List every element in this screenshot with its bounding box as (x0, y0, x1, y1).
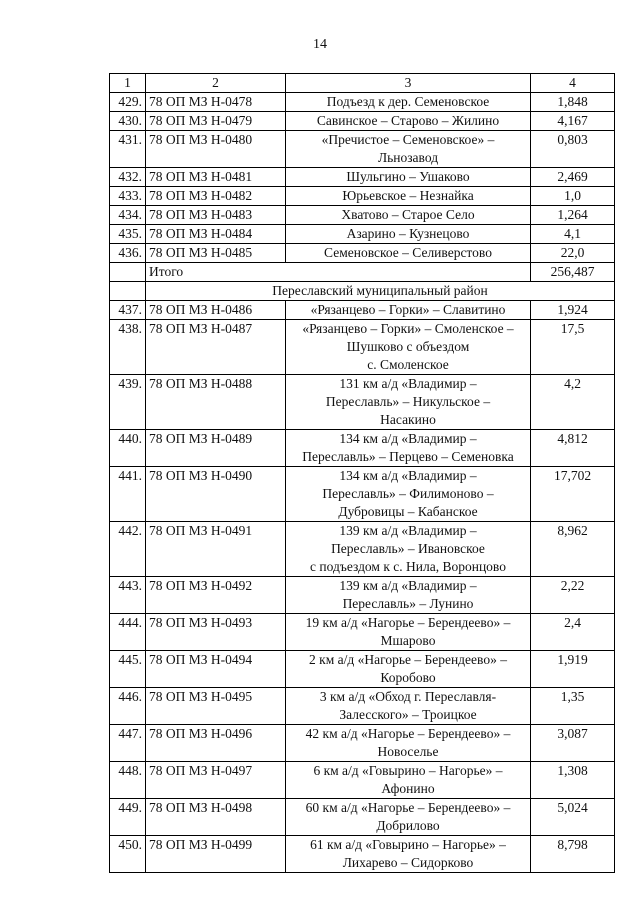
table-row (110, 112, 615, 131)
road-name-line: Добрилово (376, 818, 440, 833)
row-number: 438. (110, 320, 146, 375)
road-code: 78 ОП МЗ Н-0495 (146, 688, 286, 725)
row-number: 437. (110, 301, 146, 320)
road-name (286, 112, 531, 131)
road-name-line: Переславль» – Лунино (342, 596, 474, 611)
road-name (286, 651, 531, 688)
road-name-line: 19 км а/д «Нагорье – Берендеево» – (305, 615, 511, 630)
road-code: 78 ОП МЗ Н-0491 (146, 522, 286, 577)
road-code: 78 ОП МЗ Н-0498 (146, 799, 286, 836)
road-name-line: 2 км а/д «Нагорье – Берендеево» – (309, 652, 507, 667)
road-length: 2,22 (531, 577, 615, 614)
road-code: 78 ОП МЗ Н-0499 (146, 836, 286, 873)
total-row (110, 263, 615, 282)
road-length: 4,167 (531, 112, 615, 131)
road-name-line: Переславль» – Никульское – (325, 394, 491, 409)
road-code: 78 ОП МЗ Н-0487 (146, 320, 286, 375)
road-length: 5,024 (531, 799, 615, 836)
road-name-line: 134 км а/д «Владимир – (339, 468, 477, 483)
road-length: 1,919 (531, 651, 615, 688)
road-length: 2,4 (531, 614, 615, 651)
road-name (286, 799, 531, 836)
road-code: 78 ОП МЗ Н-0484 (146, 225, 286, 244)
road-code: 78 ОП МЗ Н-0480 (146, 131, 286, 168)
road-name-line: Лихарево – Сидорково (342, 855, 474, 870)
road-name (286, 836, 531, 873)
header-cell-3: 3 (286, 74, 531, 93)
road-length: 1,0 (531, 187, 615, 206)
roads-table (109, 73, 615, 873)
road-length: 17,5 (531, 320, 615, 375)
road-code: 78 ОП МЗ Н-0483 (146, 206, 286, 225)
row-number: 445. (110, 651, 146, 688)
row-number: 432. (110, 168, 146, 187)
road-name-line: Переславль» – Филимоново – (322, 486, 494, 501)
table-row (110, 225, 615, 244)
road-code: 78 ОП МЗ Н-0485 (146, 244, 286, 263)
road-length: 3,087 (531, 725, 615, 762)
road-name-line: Семеновское – Селиверстово (324, 245, 492, 260)
table-row (110, 688, 615, 725)
total-value: 256,487 (531, 263, 615, 282)
road-name (286, 688, 531, 725)
row-number: 441. (110, 467, 146, 522)
road-name-line: Переславль» – Ивановское (331, 541, 485, 556)
road-name (286, 301, 531, 320)
header-cell-1: 1 (110, 74, 146, 93)
total-label: Итого (146, 263, 531, 282)
road-length: 8,798 (531, 836, 615, 873)
road-name (286, 430, 531, 467)
road-name-line: Подъезд к дер. Семеновское (326, 94, 490, 109)
table-row (110, 725, 615, 762)
table-row (110, 320, 615, 375)
road-name-line: «Рязанцево – Горки» – Славитино (310, 302, 506, 317)
header-cell-4: 4 (531, 74, 615, 93)
road-length: 0,803 (531, 131, 615, 168)
row-number: 444. (110, 614, 146, 651)
road-code: 78 ОП МЗ Н-0492 (146, 577, 286, 614)
table-row (110, 206, 615, 225)
road-name-line: Мшарово (380, 633, 436, 648)
district-empty-cell (110, 282, 146, 301)
road-code: 78 ОП МЗ Н-0481 (146, 168, 286, 187)
table-row (110, 187, 615, 206)
table-row (110, 93, 615, 112)
road-name-line: Хватово – Старое Село (341, 207, 475, 222)
road-code: 78 ОП МЗ Н-0494 (146, 651, 286, 688)
row-number: 450. (110, 836, 146, 873)
road-name-line: Новоселье (377, 744, 439, 759)
road-name (286, 244, 531, 263)
table-row (110, 375, 615, 430)
road-name (286, 206, 531, 225)
road-name-line: 61 км а/д «Говырино – Нагорье» – (310, 837, 506, 852)
road-length: 1,848 (531, 93, 615, 112)
road-length: 2,469 (531, 168, 615, 187)
table-row (110, 244, 615, 263)
road-length: 1,264 (531, 206, 615, 225)
row-number: 435. (110, 225, 146, 244)
road-name-line: Афонино (381, 781, 435, 796)
table-row (110, 467, 615, 522)
header-cell-2: 2 (146, 74, 286, 93)
road-name (286, 375, 531, 430)
table-row (110, 301, 615, 320)
row-number: 449. (110, 799, 146, 836)
road-name-line: 139 км а/д «Владимир – (339, 523, 477, 538)
road-length: 4,1 (531, 225, 615, 244)
road-name-line: Шушково с объездом (346, 339, 470, 354)
road-code: 78 ОП МЗ Н-0490 (146, 467, 286, 522)
road-name-line: «Рязанцево – Горки» – Смоленское – (302, 321, 514, 336)
road-name-line: с. Смоленское (367, 357, 449, 372)
road-code: 78 ОП МЗ Н-0489 (146, 430, 286, 467)
row-number: 447. (110, 725, 146, 762)
table-header-row (110, 74, 615, 93)
table-row (110, 651, 615, 688)
row-number: 440. (110, 430, 146, 467)
row-number: 439. (110, 375, 146, 430)
road-name (286, 614, 531, 651)
row-number: 429. (110, 93, 146, 112)
road-name (286, 762, 531, 799)
road-code: 78 ОП МЗ Н-0496 (146, 725, 286, 762)
road-name-line: Юрьевское – Незнайка (342, 188, 474, 203)
road-length: 1,924 (531, 301, 615, 320)
table-row (110, 836, 615, 873)
road-name-line: Льнозавод (377, 150, 439, 165)
row-number: 436. (110, 244, 146, 263)
row-number: 442. (110, 522, 146, 577)
row-number: 448. (110, 762, 146, 799)
road-name (286, 725, 531, 762)
road-length: 22,0 (531, 244, 615, 263)
road-name (286, 168, 531, 187)
road-length: 1,35 (531, 688, 615, 725)
road-name (286, 93, 531, 112)
road-code: 78 ОП МЗ Н-0486 (146, 301, 286, 320)
road-name-line: Дубровицы – Кабанское (338, 504, 478, 519)
road-length: 8,962 (531, 522, 615, 577)
road-name-line: 131 км а/д «Владимир – (339, 376, 477, 391)
road-name-line: 3 км а/д «Обход г. Переславля- (319, 689, 497, 704)
road-name-line: Шульгино – Ушаково (346, 169, 470, 184)
road-code: 78 ОП МЗ Н-0479 (146, 112, 286, 131)
table-row (110, 131, 615, 168)
road-name-line: Переславль» – Перцево – Семеновка (302, 449, 514, 464)
row-number: 430. (110, 112, 146, 131)
road-name-line: 60 км а/д «Нагорье – Берендеево» – (305, 800, 511, 815)
district-row (110, 282, 615, 301)
road-name-line: 139 км а/д «Владимир – (339, 578, 477, 593)
row-number: 443. (110, 577, 146, 614)
road-length: 1,308 (531, 762, 615, 799)
road-name (286, 467, 531, 522)
district-title: Переславский муниципальный район (146, 282, 615, 301)
row-number: 433. (110, 187, 146, 206)
road-name-line: Насакино (380, 412, 436, 427)
road-code: 78 ОП МЗ Н-0482 (146, 187, 286, 206)
road-name-line: Савинское – Старово – Жилино (316, 113, 500, 128)
road-name (286, 320, 531, 375)
road-name (286, 225, 531, 244)
table-row (110, 522, 615, 577)
road-name-line: Коробово (380, 670, 436, 685)
road-length: 4,812 (531, 430, 615, 467)
table-row (110, 168, 615, 187)
road-code: 78 ОП МЗ Н-0488 (146, 375, 286, 430)
road-code: 78 ОП МЗ Н-0478 (146, 93, 286, 112)
row-number: 431. (110, 131, 146, 168)
table-row (110, 799, 615, 836)
page-number: 14 (313, 37, 327, 52)
road-name-line: 42 км а/д «Нагорье – Берендеево» – (305, 726, 511, 741)
row-number: 434. (110, 206, 146, 225)
road-name (286, 187, 531, 206)
road-name (286, 577, 531, 614)
table-row (110, 430, 615, 467)
total-empty-cell (110, 263, 146, 282)
road-length: 4,2 (531, 375, 615, 430)
road-length: 17,702 (531, 467, 615, 522)
road-name (286, 522, 531, 577)
road-name-line: 134 км а/д «Владимир – (339, 431, 477, 446)
table-row (110, 577, 615, 614)
row-number: 446. (110, 688, 146, 725)
road-name-line: «Пречистое – Семеновское» – (321, 132, 495, 147)
road-name-line: Залесского» – Троицкое (339, 707, 477, 722)
road-code: 78 ОП МЗ Н-0497 (146, 762, 286, 799)
table-row (110, 614, 615, 651)
road-name (286, 131, 531, 168)
road-code: 78 ОП МЗ Н-0493 (146, 614, 286, 651)
road-name-line: Азарино – Кузнецово (346, 226, 470, 241)
road-name-line: с подъездом к с. Нила, Воронцово (310, 559, 506, 574)
table-row (110, 762, 615, 799)
road-name-line: 6 км а/д «Говырино – Нагорье» – (313, 763, 503, 778)
